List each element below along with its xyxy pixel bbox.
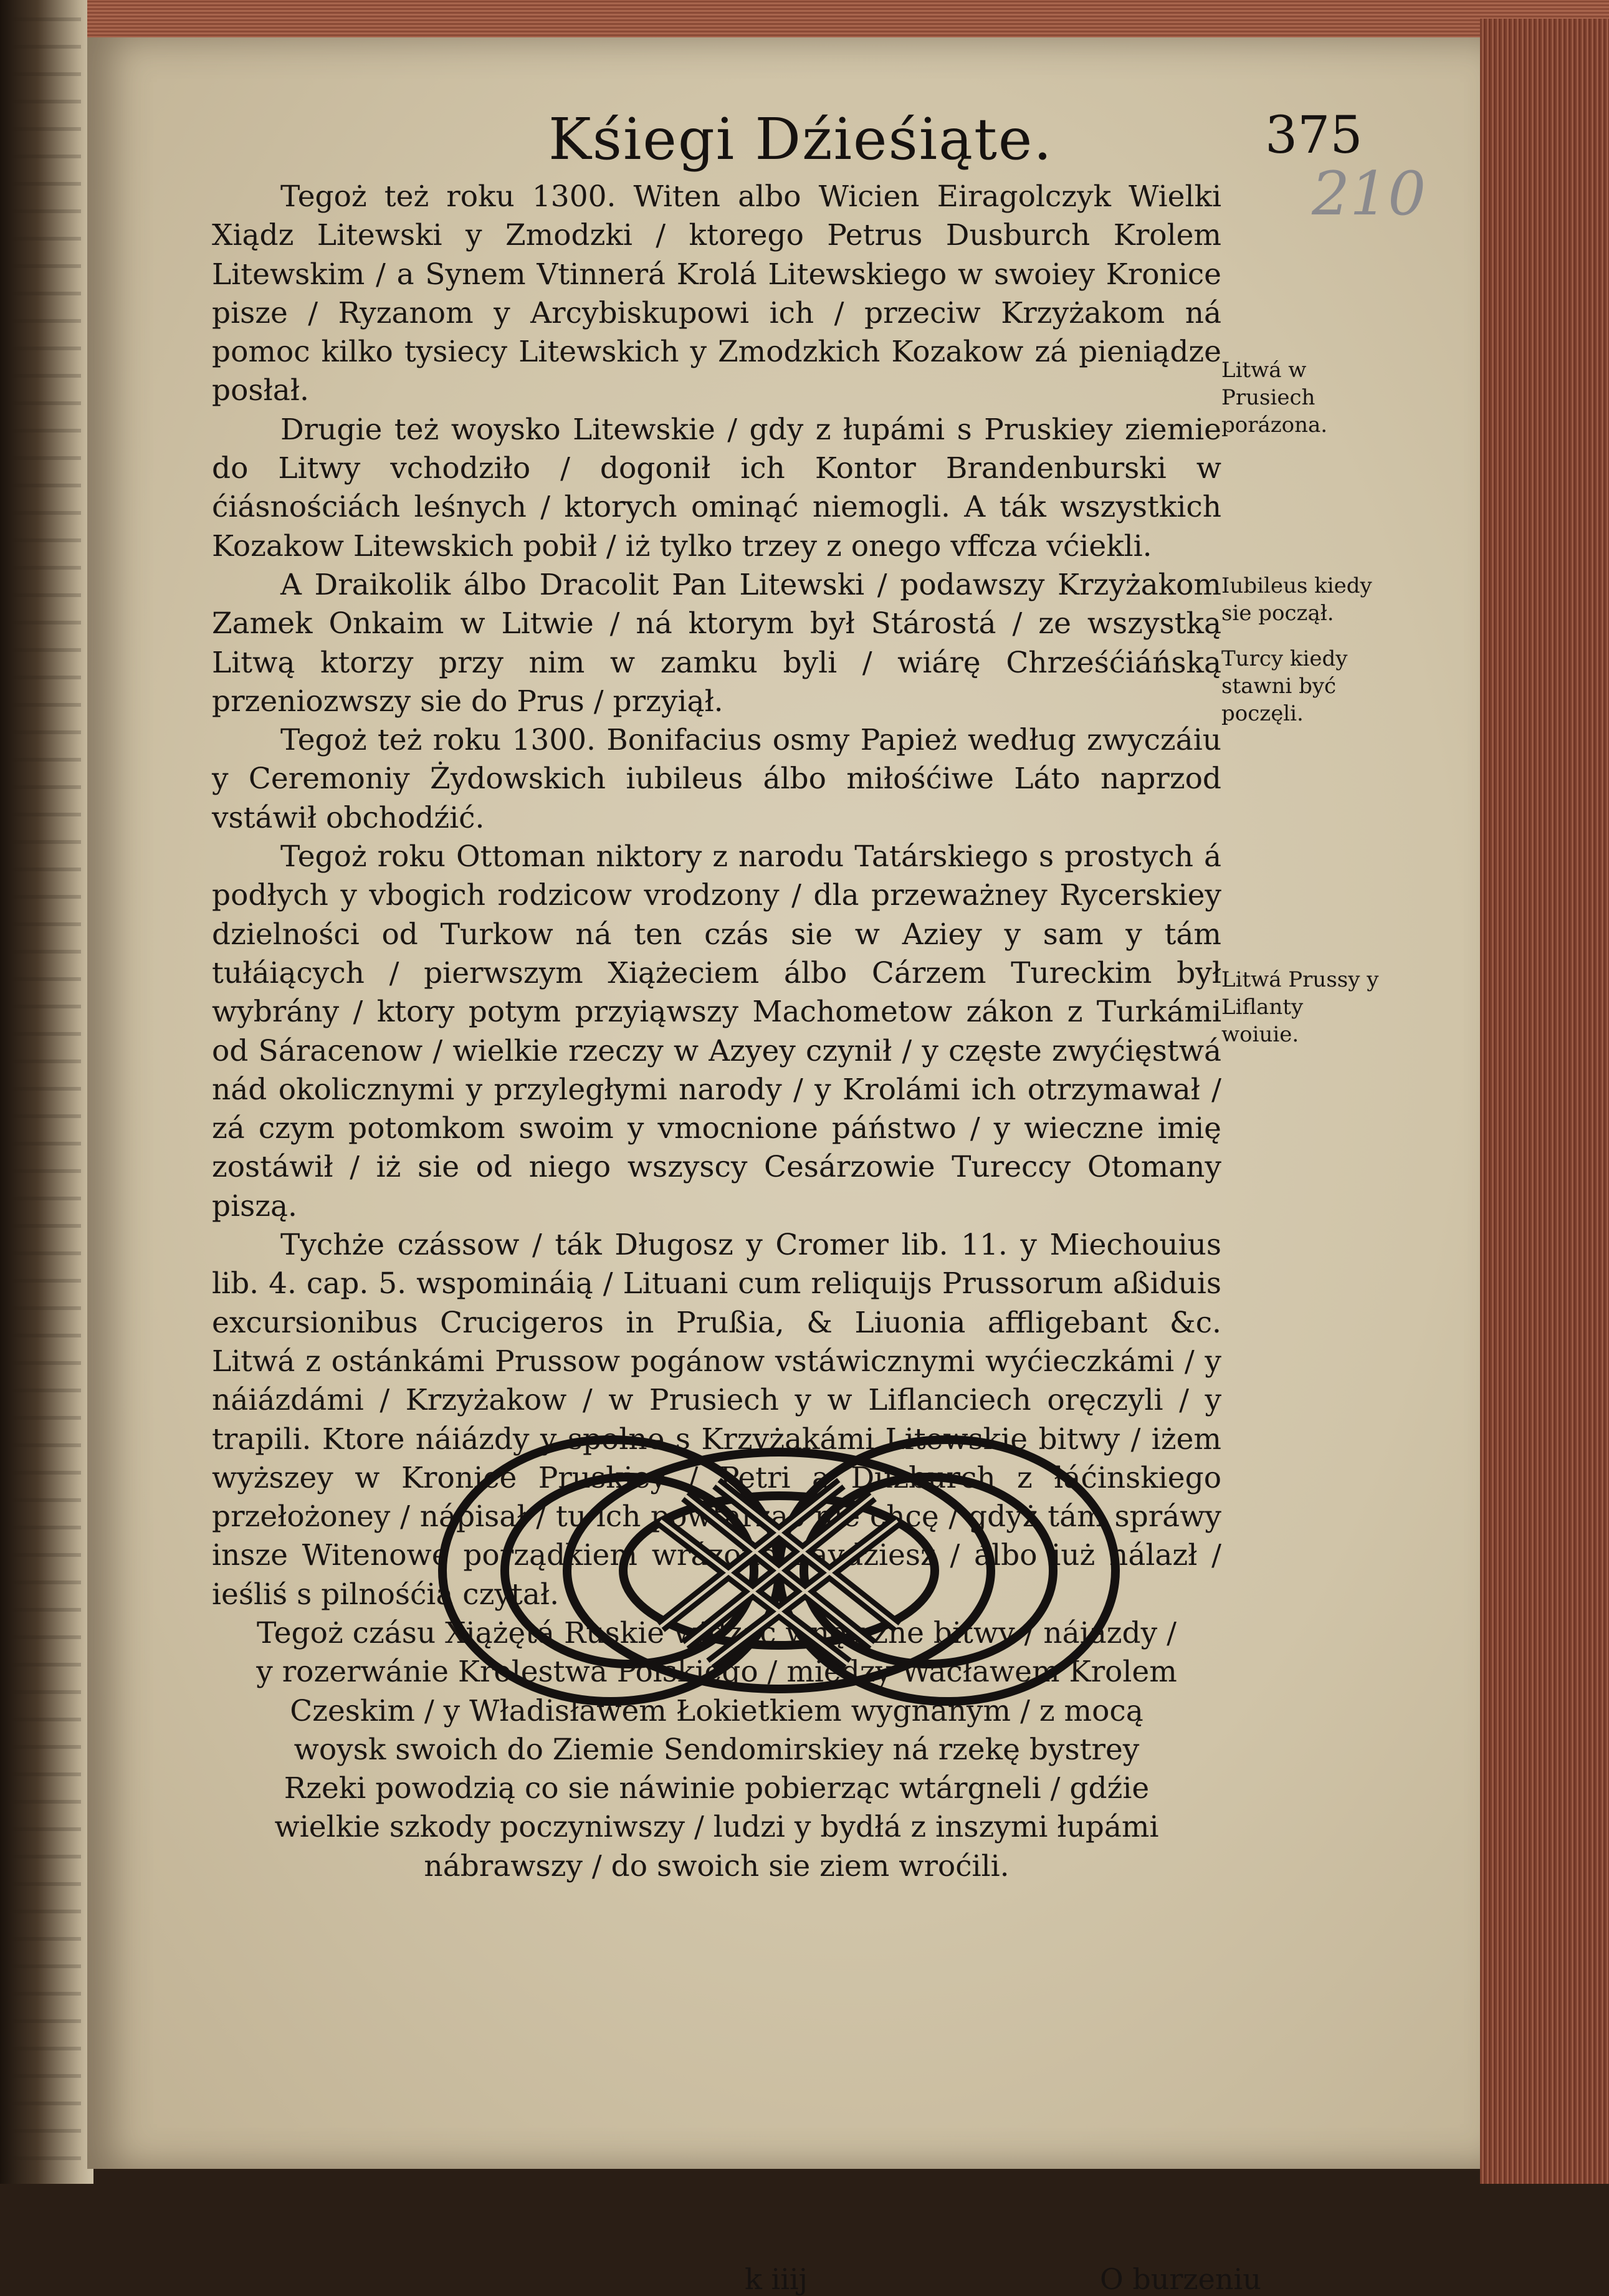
margin-note: Iubileus kiedy sie począł. [1221, 573, 1372, 626]
paragraph: A Draikolik álbo Dracolit Pan Litewski / podawszy Krzyżakom Zamek Onkaim w Litwie / ná ktorym był Stárostá / ze wszystką Litwą ktorzy przy nim w zamku byli / wiárę Chrześćiáńską przeniozwszy sie do Prus / przyiął. [212, 567, 1221, 719]
catchword: O burzeniu [1100, 2262, 1261, 2296]
running-head: Kśiegi Dźieśiąte. [548, 106, 1053, 173]
margin-note: Turcy kiedy stawni być poczęli. [1221, 646, 1348, 726]
paragraph: Tychże czássow / ták Długosz y Cromer lib. 11. y Miechouius lib. 4. cap. 5. wspomináią / Lituani cum reliquijs Prussorum aßiduis excursionibus Crucigeros in Prußia, & Liuonia affligebant &c. Litwá z ostánkámi Prussow pogánow vstáwicznymi wyćieczkámi / y náiázdámi / Krzyżakow / w Prusiech y w Liflanciech oręczyli / y trapili. Ktore náiázdy y spolne s Krzyżakámi Litewskie bitwy / iżem wyższey w Kronice Pruskiey / Petri a Duzburch z łáćinskiego przełożoney / nápisał / tu ich powtarząć nie chcę / gdyż tám spráwy insze Witenowe porządkiem wrázone naydźiesz / álbo iuż nálazł / ieśliś s pilnośćią czytał. [212, 1228, 1221, 1612]
knotwork-ornament [424, 1415, 1134, 1726]
paragraph: Tegoż też roku 1300. Witen albo Wicien Eiragolczyk Wielki Xiądz Litewski y Zmodzki / ktorego Petrus Dusburch Krolem Litewskim / a Synem Vtinnerá Krolá Litewskiego w swoiey Kronice pisze / Ryzanom y Arcybiskupowi ich / przeciw Krzyżakom ná pomoc kilko tysiecy Litewskich y Zmodzkich Kozakow zá pieniądze posłał. [212, 179, 1221, 408]
paragraph: Drugie też woysko Litewskie / gdy z łupámi s Pruskiey ziemie do Litwy vchodziło / dogonił ich Kontor Brandenburski w ćiásnościách leśnych / ktorych ominąć niemogli. A ták wszystkich Kozakow Litewskich pobił / iż tylko trzey z onego vffcza vćiekli. [212, 412, 1221, 563]
margin-note: Litwá w Prusiech porázona. [1221, 358, 1328, 438]
paragraph-tapered: Tegoż czásu Xiążętá Ruskie widząc wnętrzne bitwy / náiázdy / y rozerwánie Krolestwá Polskiego / miedzy Wacławem Krolem Czeskim / y Władisławem Łokietkiem wygnánym / z mocą woysk swoich do Ziemie Sendomirskiey ná rzekę bystrey Rzeki powodzią co sie náwinie pobierząc wtárgneli / gdźie wielkie szkody poczyniwszy / ludzi y bydłá z inszymi łupámi nábrawszy / do swoich sie ziem wroćili. [256, 1615, 1177, 1883]
paragraph: Tegoż też roku 1300. Bonifacius osmy Papież według zwyczáiu y Ceremoniy Żydowskich iubileus álbo miłośćiwe Láto naprzod vstáwił obchodźić. [212, 723, 1221, 835]
page-fore-edge [1480, 19, 1609, 2184]
folio-number: 375 [1265, 106, 1363, 165]
signature-mark: k iiij [745, 2262, 808, 2296]
left-page-text-fragment [12, 0, 81, 2184]
margin-note: Litwá Prussy y Liflanty woiuie. [1221, 967, 1379, 1047]
left-page-gutter [0, 0, 93, 2184]
handwritten-folio-number: 210 [1312, 159, 1426, 229]
paragraph: Tegoż roku Ottoman niktory z narodu Tatárskiego s prostych á podłych y vbogich rodzicow vrodzony / dla przeważney Rycerskiey dzielności od Turkow ná ten czás sie w Aziey y sam y tám tułáiących / pierwszym Xiążeciem álbo Cárzem Tureckim był wybrány / ktory potym przyiąwszy Machometow zákon z Turkámi od Sáracenow / wielkie rzeczy w Azyey czynił / y częste zwyćięstwá nád okolicznymi y przyległymi narody / y Krolámi ich otrzymawał / zá czym potomkom swoim y vmocnione páństwo / y wieczne imię zostáwił / iż sie od niego wszyscy Cesárzowie Tureccy Otomany piszą. [212, 839, 1221, 1223]
